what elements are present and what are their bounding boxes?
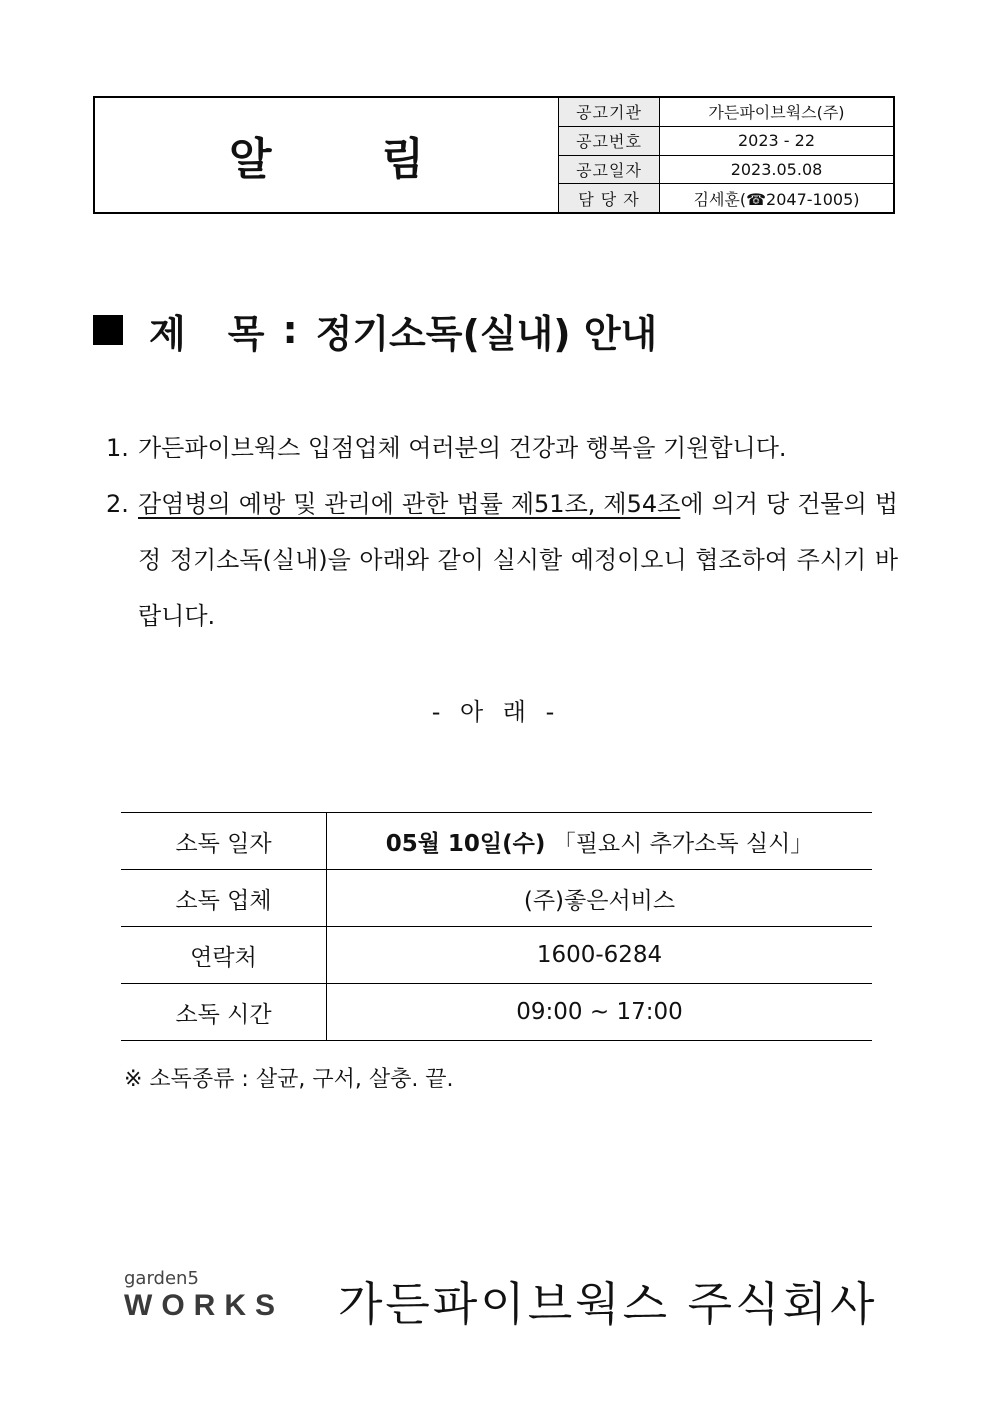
paragraph-text: 가든파이브웍스 입점업체 여러분의 건강과 행복을 기원합니다. [138,434,787,462]
subject-text: 정기소독(실내) 안내 [315,311,658,356]
row-value: 1600-6284 [327,927,873,984]
row-value: (주)좋은서비스 [327,870,873,927]
paragraph-number: 2. [106,490,129,518]
disinfection-type-note: ※ 소독종류 : 살균, 구서, 살충. 끝. [124,1067,454,1092]
paragraph-number: 1. [106,434,129,462]
notice-meta-table [559,98,893,212]
table-row [121,927,872,984]
meta-row-contact [559,184,893,212]
below-heading: - 아 래 - [431,698,561,726]
paragraph-text-rest: 에 의거 당 건물의 법정 정기소독(실내)을 아래와 같이 실시할 예정이오니 협조하여 주시기 바랍니다. [138,490,898,630]
meta-value: 가든파이브웍스(주) [708,103,845,123]
date-value: 05월 10일(수) [385,830,546,857]
meta-label: 담 당 자 [559,184,660,212]
disinfection-details-table [121,812,872,1041]
table-row [121,870,872,927]
logo-bottom-text: WORKS [124,1289,284,1322]
meta-label: 공고일자 [559,156,660,184]
meta-row-date [559,156,893,185]
notice-title-left: 알 [228,134,272,185]
notice-header-box [93,96,895,214]
date-note: 「필요시 추가소독 실시」 [552,830,814,857]
table-row [121,984,872,1041]
notice-title [95,98,559,212]
notice-title-right: 림 [381,134,425,185]
subject-separator: : [282,308,298,352]
garden5-works-logo [124,1268,284,1332]
company-name: 가든파이브웍스 주식회사 [338,1277,878,1331]
meta-value: 2023.05.08 [730,159,823,179]
square-bullet-icon [93,315,123,345]
meta-row-number [559,127,893,156]
subject-label-a: 제 [149,311,186,356]
table-row [121,813,872,870]
meta-value: 김세훈(☎2047-1005) [693,189,860,209]
meta-label: 공고번호 [559,127,660,155]
row-label: 연락처 [121,927,327,984]
paragraph-2 [106,476,898,644]
meta-row-agency [559,98,893,127]
row-label: 소독 시간 [121,984,327,1041]
meta-value: 2023 - 22 [737,131,816,151]
meta-label: 공고기관 [559,98,660,126]
row-value: 09:00 ~ 17:00 [327,984,873,1041]
row-label: 소독 일자 [121,813,327,870]
subject-line [93,300,657,360]
logo-top-text: garden5 [124,1268,199,1289]
row-value [327,813,873,870]
row-label: 소독 업체 [121,870,327,927]
paragraph-text [138,476,898,644]
paragraph-1 [106,420,898,476]
law-reference: 감염병의 예방 및 관리에 관한 법률 제51조, 제54조 [138,490,681,518]
subject-label-b: 목 [227,311,265,356]
